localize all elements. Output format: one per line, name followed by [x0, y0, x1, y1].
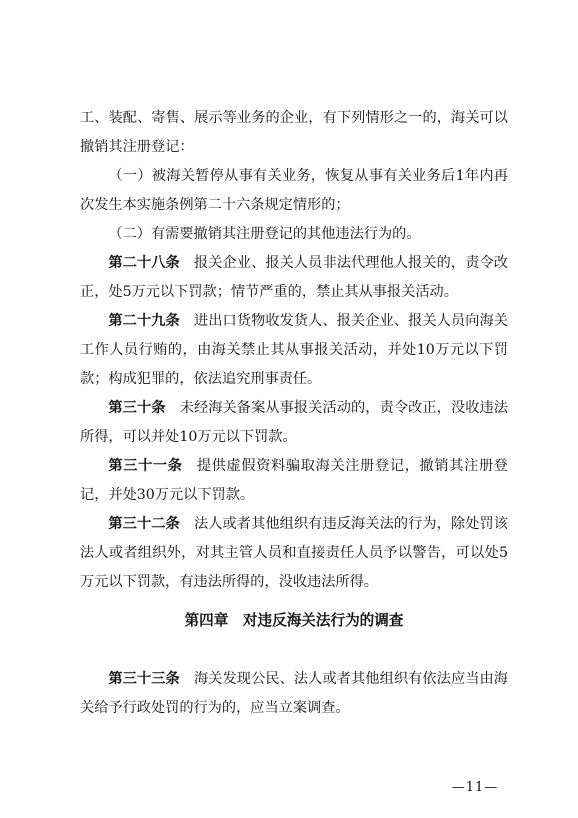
page-number: —11—: [451, 780, 499, 795]
chapter-heading: [80, 606, 508, 635]
article-text: 报关企业、报关人员非法代理他人报关的，责令改正，处5万元以下罚款；情节严重的，禁止其从事报关活动。: [80, 255, 508, 300]
article-text: 提供虚假资料骗取海关注册登记，撤销其注册登记，并处30万元以下罚款。: [80, 458, 508, 503]
article-33: [80, 665, 508, 723]
article-text: 未经海关备案从事报关活动的，责令改正，没收违法所得，可以并处10万元以下罚款。: [80, 400, 508, 445]
article-text: 海关发现公民、法人或者其他组织有依法应当由海关给予行政处罚的行为的，应当立案调查。: [80, 671, 508, 716]
article-number: 第三十一条: [108, 458, 183, 474]
list-item-1: [80, 162, 508, 220]
chapter-number: 第四章: [184, 612, 229, 629]
article-32: [80, 510, 508, 597]
article-31: [80, 452, 508, 510]
body-text-after-chapter: [80, 665, 508, 723]
article-number: 第二十九条: [108, 313, 180, 329]
list-item-2: [80, 220, 508, 249]
article-number: 第三十二条: [108, 516, 180, 532]
article-number: 第三十条: [108, 400, 166, 416]
article-28: [80, 249, 508, 307]
paragraph-text: （一）被海关暂停从事有关业务，恢复从事有关业务后1年内再次发生本实施条例第二十六条规定情形的；: [80, 168, 508, 213]
article-text: 进出口货物收发货人、报关企业、报关人员向海关工作人员行贿的，由海关禁止其从事报关活动，并处10万元以下罚款；构成犯罪的，依法追究刑事责任。: [80, 313, 508, 387]
article-number: 第三十三条: [108, 671, 180, 687]
paragraph-text: 工、装配、寄售、展示等业务的企业，有下列情形之一的，海关可以撤销其注册登记：: [80, 110, 508, 155]
paragraph-text: （二）有需要撤销其注册登记的其他违法行为的。: [108, 226, 421, 242]
chapter-title: 对违反海关法行为的调查: [242, 612, 404, 629]
article-number: 第二十八条: [108, 255, 180, 271]
paragraph-continuation: [80, 104, 508, 162]
article-text: 法人或者其他组织有违反海关法的行为，除处罚该法人或者组织外，对其主管人员和直接责任人员予以警告，可以处5万元以下罚款，有违法所得的，没收违法所得。: [80, 516, 508, 590]
article-29: [80, 307, 508, 394]
body-text: [80, 104, 508, 597]
article-30: [80, 394, 508, 452]
